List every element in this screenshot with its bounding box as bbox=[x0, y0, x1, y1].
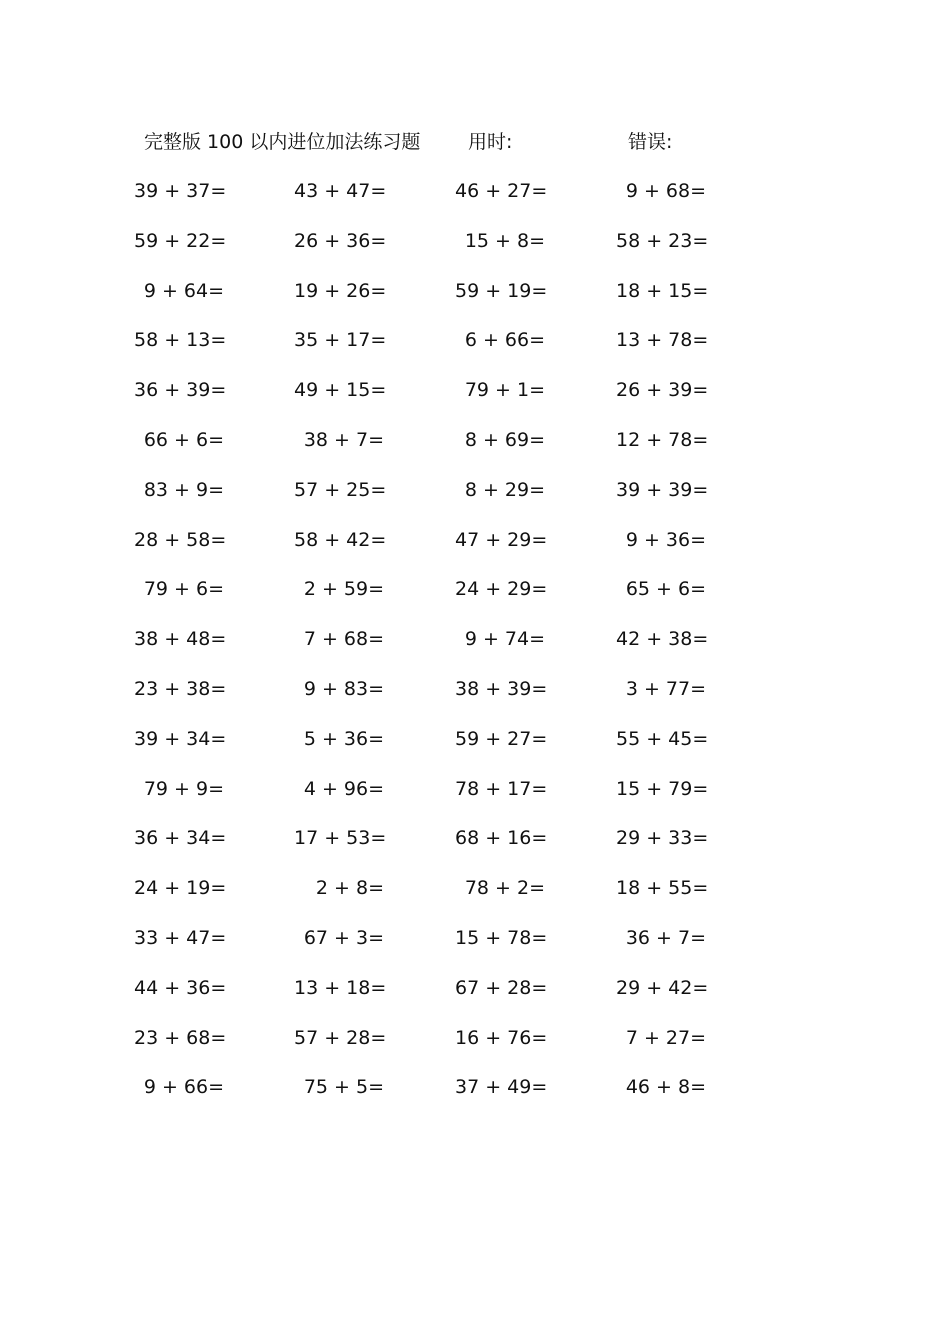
problem-item: 2 + 8= bbox=[315, 877, 384, 900]
problem-item: 38 + 39= bbox=[455, 677, 548, 700]
problem-grid bbox=[0, 177, 950, 1123]
problem-item: 65 + 6= bbox=[625, 578, 706, 601]
problem-item: 9 + 68= bbox=[625, 180, 706, 202]
problem-item: 17 + 53= bbox=[294, 827, 387, 850]
problem-item: 38 + 48= bbox=[134, 628, 227, 651]
problem-item: 9 + 64= bbox=[143, 279, 224, 302]
problem-row bbox=[0, 675, 950, 725]
problem-item: 57 + 25= bbox=[294, 478, 387, 501]
problem-item: 39 + 39= bbox=[616, 478, 709, 501]
problem-item: 9 + 74= bbox=[464, 628, 545, 651]
problem-item: 79 + 1= bbox=[464, 379, 545, 402]
problem-row bbox=[0, 924, 950, 974]
problem-item: 2 + 59= bbox=[303, 578, 384, 601]
problem-item: 39 + 34= bbox=[134, 727, 227, 750]
problem-row bbox=[0, 326, 950, 376]
problem-item: 13 + 18= bbox=[294, 976, 387, 999]
problem-row bbox=[0, 575, 950, 625]
problem-item: 26 + 36= bbox=[294, 229, 387, 252]
problem-item: 59 + 19= bbox=[455, 279, 548, 302]
problem-item: 37 + 49= bbox=[455, 1076, 548, 1099]
problem-item: 15 + 79= bbox=[616, 777, 709, 800]
problem-item: 18 + 15= bbox=[616, 279, 709, 302]
problem-item: 9 + 83= bbox=[303, 677, 384, 700]
problem-item: 19 + 26= bbox=[294, 279, 387, 302]
problem-item: 58 + 23= bbox=[616, 229, 709, 252]
problem-item: 46 + 27= bbox=[455, 180, 548, 202]
problem-item: 36 + 34= bbox=[134, 827, 227, 850]
error-label: 错误: bbox=[628, 131, 673, 153]
problem-item: 36 + 7= bbox=[625, 926, 706, 949]
problem-item: 49 + 15= bbox=[294, 379, 387, 402]
problem-item: 67 + 28= bbox=[455, 976, 548, 999]
problem-item: 59 + 22= bbox=[134, 229, 227, 252]
problem-row bbox=[0, 974, 950, 1024]
problem-item: 29 + 42= bbox=[616, 976, 709, 999]
problem-item: 9 + 36= bbox=[625, 528, 706, 551]
problem-item: 7 + 27= bbox=[625, 1026, 706, 1049]
problem-item: 43 + 47= bbox=[294, 180, 387, 202]
problem-item: 58 + 42= bbox=[294, 528, 387, 551]
problem-item: 4 + 96= bbox=[303, 777, 384, 800]
problem-item: 58 + 13= bbox=[134, 329, 227, 352]
problem-row bbox=[0, 625, 950, 675]
problem-item: 23 + 38= bbox=[134, 677, 227, 700]
problem-item: 36 + 39= bbox=[134, 379, 227, 402]
problem-item: 5 + 36= bbox=[303, 727, 384, 750]
problem-row bbox=[0, 526, 950, 576]
problem-item: 78 + 2= bbox=[464, 877, 545, 900]
problem-item: 8 + 29= bbox=[464, 478, 545, 501]
problem-item: 29 + 33= bbox=[616, 827, 709, 850]
problem-item: 59 + 27= bbox=[455, 727, 548, 750]
problem-item: 78 + 17= bbox=[455, 777, 548, 800]
problem-item: 28 + 58= bbox=[134, 528, 227, 551]
problem-item: 47 + 29= bbox=[455, 528, 548, 551]
problem-item: 12 + 78= bbox=[616, 428, 709, 451]
problem-item: 3 + 77= bbox=[625, 677, 706, 700]
problem-item: 26 + 39= bbox=[616, 379, 709, 402]
problem-item: 7 + 68= bbox=[303, 628, 384, 651]
problem-row bbox=[0, 277, 950, 327]
time-label: 用时: bbox=[468, 131, 513, 153]
problem-row bbox=[0, 824, 950, 874]
problem-row bbox=[0, 426, 950, 476]
problem-item: 24 + 19= bbox=[134, 877, 227, 900]
problem-row bbox=[0, 775, 950, 825]
problem-row bbox=[0, 227, 950, 277]
problem-item: 18 + 55= bbox=[616, 877, 709, 900]
problem-item: 15 + 78= bbox=[455, 926, 548, 949]
problem-item: 24 + 29= bbox=[455, 578, 548, 601]
problem-item: 75 + 5= bbox=[303, 1076, 384, 1099]
problem-item: 13 + 78= bbox=[616, 329, 709, 352]
problem-item: 38 + 7= bbox=[303, 428, 384, 451]
problem-item: 79 + 9= bbox=[143, 777, 224, 800]
problem-row bbox=[0, 476, 950, 526]
problem-item: 8 + 69= bbox=[464, 428, 545, 451]
problem-item: 68 + 16= bbox=[455, 827, 548, 850]
problem-item: 66 + 6= bbox=[143, 428, 224, 451]
worksheet-header bbox=[0, 128, 950, 156]
problem-row bbox=[0, 874, 950, 924]
problem-item: 79 + 6= bbox=[143, 578, 224, 601]
problem-item: 83 + 9= bbox=[143, 478, 224, 501]
problem-item: 57 + 28= bbox=[294, 1026, 387, 1049]
problem-item: 55 + 45= bbox=[616, 727, 709, 750]
problem-row bbox=[0, 1073, 950, 1123]
problem-item: 9 + 66= bbox=[143, 1076, 224, 1099]
problem-item: 23 + 68= bbox=[134, 1026, 227, 1049]
problem-item: 67 + 3= bbox=[303, 926, 384, 949]
problem-item: 44 + 36= bbox=[134, 976, 227, 999]
problem-item: 15 + 8= bbox=[464, 229, 545, 252]
problem-row bbox=[0, 177, 950, 227]
problem-item: 39 + 37= bbox=[134, 180, 227, 202]
problem-row bbox=[0, 376, 950, 426]
problem-item: 42 + 38= bbox=[616, 628, 709, 651]
problem-item: 16 + 76= bbox=[455, 1026, 548, 1049]
problem-item: 33 + 47= bbox=[134, 926, 227, 949]
problem-item: 6 + 66= bbox=[464, 329, 545, 352]
problem-item: 35 + 17= bbox=[294, 329, 387, 352]
problem-row bbox=[0, 1024, 950, 1074]
problem-item: 46 + 8= bbox=[625, 1076, 706, 1099]
problem-row bbox=[0, 725, 950, 775]
worksheet-title: 完整版 100 以内进位加法练习题 bbox=[144, 131, 421, 153]
